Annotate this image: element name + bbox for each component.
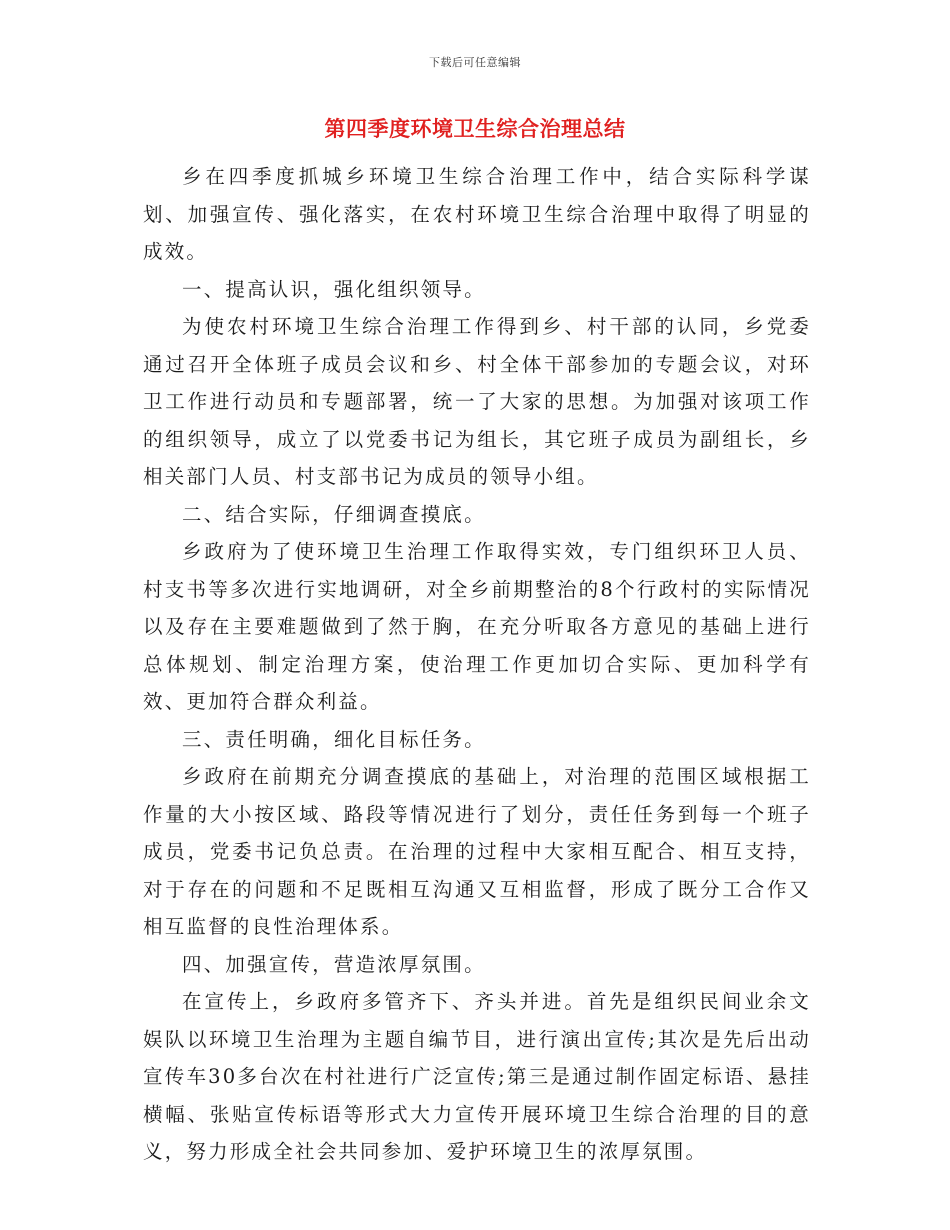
section-heading-4: 四、加强宣传，营造浓厚氛围。: [182, 952, 486, 976]
document-body: [143, 158, 811, 1171]
section-heading-3: 三、责任明确，细化目标任务。: [182, 727, 486, 751]
paragraph-section-4: 在宣传上，乡政府多管齐下、齐头并进。首先是组织民间业余文娱队以环境卫生治理为主题自编节目，进行演出宣传;其次是先后出动宣传车30多台次在村社进行广泛宣传;第三是通过制作固定标语、悬挂横幅、张贴宣传标语等形式大力宣传开展环境卫生综合治理的目的意义，努力形成全社会共同参加、爱护环境卫生的浓厚氛围。: [143, 990, 811, 1163]
paragraph-intro: 乡在四季度抓城乡环境卫生综合治理工作中，结合实际科学谋划、加强宣传、强化落实，在农村环境卫生综合治理中取得了明显的成效。: [143, 165, 811, 263]
section-heading-2: 二、结合实际，仔细调查摸底。: [182, 502, 486, 526]
paragraph-section-2: 乡政府为了使环境卫生治理工作取得实效，专门组织环卫人员、村支书等多次进行实地调研，对全乡前期整治的8个行政村的实际情况以及存在主要难题做到了然于胸，在充分听取各方意见的基础上进行总体规划、制定治理方案，使治理工作更加切合实际、更加科学有效、更加符合群众利益。: [143, 540, 811, 713]
document-title: 第四季度环境卫生综合治理总结: [324, 117, 626, 141]
paragraph-section-1: 为使农村环境卫生综合治理工作得到乡、村干部的认同，乡党委通过召开全体班子成员会议和乡、村全体干部参加的专题会议，对环卫工作进行动员和专题部署，统一了大家的思想。为加强对该项工作的组织领导，成立了以党委书记为组长，其它班子成员为副组长，乡相关部门人员、村支部书记为成员的领导小组。: [143, 315, 811, 488]
section-heading-1: 一、提高认识，强化组织领导。: [182, 277, 486, 301]
header-note: 下载后可任意编辑: [429, 56, 521, 69]
paragraph-section-3: 乡政府在前期充分调查摸底的基础上，对治理的范围区域根据工作量的大小按区域、路段等情况进行了划分，责任任务到每一个班子成员，党委书记负总责。在治理的过程中大家相互配合、相互支持，对于存在的问题和不足既相互沟通又互相监督，形成了既分工合作又相互监督的良性治理体系。: [143, 765, 811, 938]
